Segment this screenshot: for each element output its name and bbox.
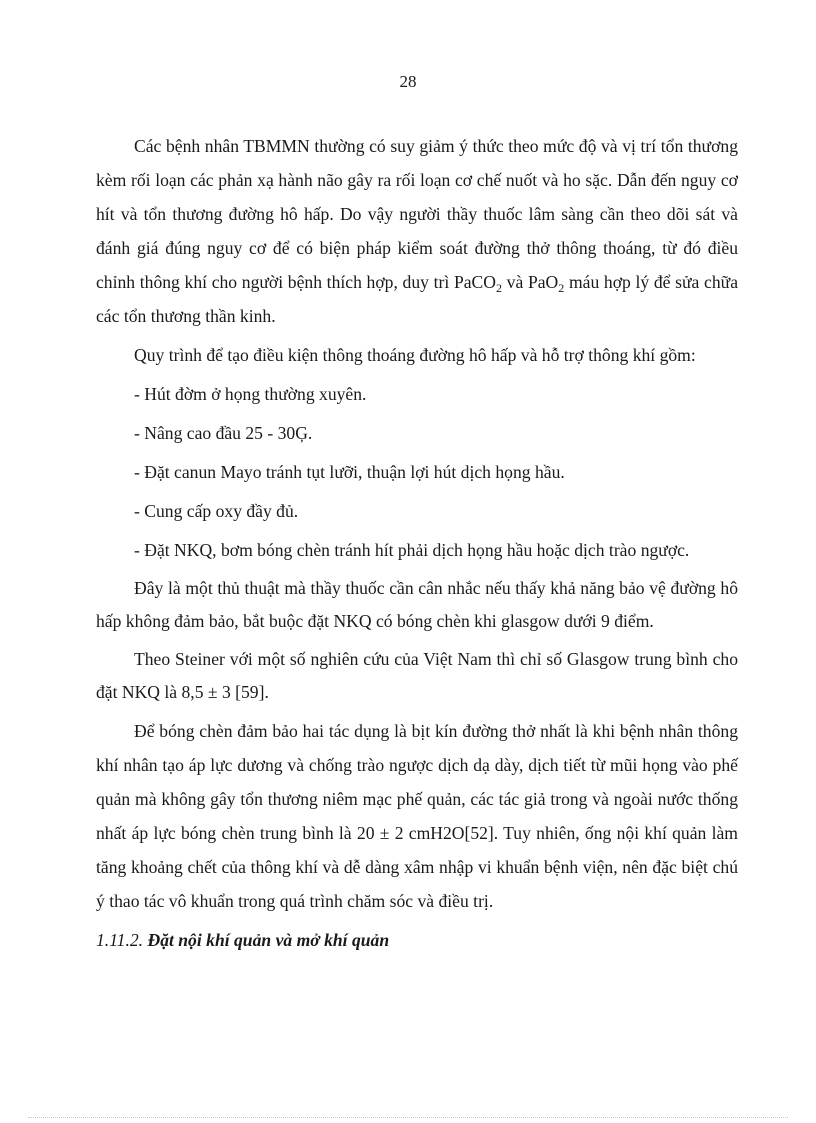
paragraph-cuff-pressure: Để bóng chèn đảm bảo hai tác dụng là bịt kín đường thở nhất là khi bệnh nhân thông khí nhân tạo áp lực dương và chống trào ngược dịch dạ dày, dịch tiết từ mũi họng vào phế quản mà không gây tổn thương niêm mạc phế quản, các tác giả trong và ngoài nước thống nhất áp lực bóng chèn trung bình là 20 ± 2 cmH2O[52]. Tuy nhiên, ống nội khí quản làm tăng khoảng chết của thông khí và dễ dàng xâm nhập vi khuẩn bệnh viện, nên đặc biệt chú ý thao tác vô khuẩn trong quá trình chăm sóc và điều trị. (96, 721, 738, 911)
pao2-label: và PaO (501, 272, 559, 292)
list-item: - Nâng cao đầu 25 - 30Ģ. (134, 423, 313, 443)
subscript-2: 2 (495, 281, 502, 295)
section-heading (96, 923, 738, 957)
paragraph-text-tail: máu hợp lý để sửa chữa các tổn thương thần kinh. (96, 272, 739, 326)
paragraph-text: Các bệnh nhân TBMMN thường có suy giảm ý thức theo mức độ và vị trí tổn thương kèm rối loạn các phản xạ hành não gây ra rối loạn cơ chế nuốt và ho sặc. Dẫn đến nguy cơ hít và tổn thương đường hô hấp. Do vậy người thầy thuốc lâm sàng cần theo dõi sát và đánh giá đúng nguy cơ để có biện pháp kiểm soát đường thở thông thoáng, từ đó điều chỉnh thông khí cho người bệnh thích hợp, duy trì (96, 136, 738, 292)
paragraph-respiratory-risk (96, 129, 738, 338)
page-bottom-divider (28, 1117, 788, 1118)
page-number: 28 (399, 72, 417, 91)
page-body (96, 129, 738, 957)
list-item: - Hút đờm ở họng thường xuyên. (134, 384, 367, 404)
list-item: - Đặt NKQ, bơm bóng chèn tránh hít phải dịch họng hầu hoặc dịch trào ngược. (134, 540, 690, 560)
paragraph-glasgow-score: Theo Steiner với một số nghiên cứu của Việt Nam thì chỉ số Glasgow trung bình cho đặt NKQ là 8,5 ± 3 [59]. (96, 649, 738, 702)
paragraph-intubation-indication: Đây là một thủ thuật mà thầy thuốc cần cân nhắc nếu thấy khả năng bảo vệ đường hô hấp không đảm bảo, bắt buộc đặt NKQ có bóng chèn khi glasgow dưới 9 điểm. (96, 578, 738, 631)
list-item: - Cung cấp oxy đầy đủ. (134, 501, 299, 521)
section-title: Đặt nội khí quản và mở khí quản (147, 930, 390, 950)
paragraph-procedure-intro: Quy trình để tạo điều kiện thông thoáng đường hô hấp và hỗ trợ thông khí gồm: (134, 345, 696, 365)
section-number: 1.11.2. (96, 930, 148, 950)
list-item: - Đặt canun Mayo tránh tụt lưỡi, thuận lợi hút dịch họng hầu. (134, 462, 565, 482)
paco2-label: PaCO (453, 272, 496, 292)
subscript-2: 2 (558, 281, 565, 295)
